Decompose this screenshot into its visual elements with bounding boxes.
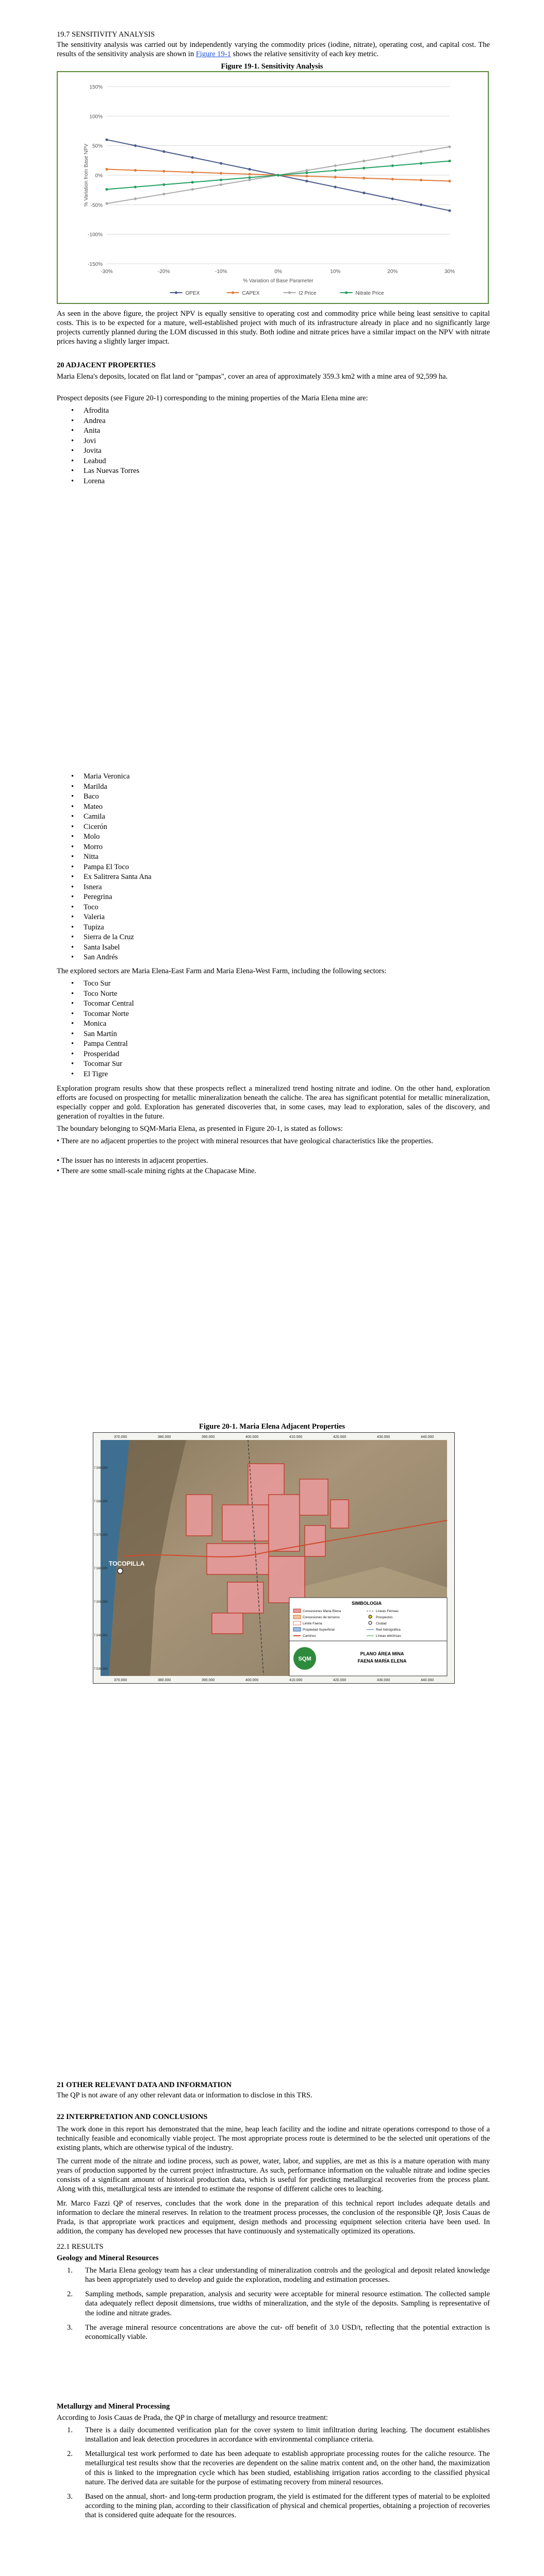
svg-text:7.590.000: 7.590.000	[94, 1467, 108, 1470]
list-item: • Santa Isabel	[67, 943, 152, 953]
svg-text:7.540.000: 7.540.000	[94, 1634, 108, 1637]
data-point	[448, 160, 451, 162]
legend-label: CAPEX	[242, 291, 260, 296]
data-point	[162, 170, 165, 173]
data-point	[248, 179, 251, 181]
data-point	[420, 179, 422, 181]
data-point	[305, 175, 308, 177]
exploration-results-paragraph: Exploration program results show that these prospects reflect a mineralized trend hosting nitrate and iodine. On the other hand, exploration efforts are focused on prospecting for metallic mineralization beneath the caliche. The area has significant potential for metallic mineralization, especially copper and gold. Exploration has generated discoveries that, in some cases, may lead to exploration, sales of the discovery, and generation of royalties in the future.	[57, 1084, 490, 1121]
metallurgy-intro: According to Josis Cauas de Prada, the QP in charge of metallurgy and resource treatment:	[57, 2414, 328, 2422]
prospect-list-2	[67, 772, 152, 963]
x-tick-label: 10%	[330, 269, 341, 275]
boundary-bullet-1: • There are no adjacent properties to the project with mineral resources that have geological characteristics like the properties.	[57, 1137, 433, 1145]
data-point	[191, 181, 194, 183]
boundary-paragraph: The boundary belonging to SQM-Maria Elena, as presented in Figure 20-1, is stated as follows:	[57, 1125, 343, 1133]
list-item: • Lorena	[67, 477, 139, 487]
svg-text:Ciudad: Ciudad	[376, 1622, 387, 1625]
data-point	[362, 177, 365, 179]
svg-text:SIMBOLOGIA: SIMBOLOGIA	[352, 1601, 382, 1606]
interpretation-paragraph-2: The current mode of the nitrate and iodine process, such as power, water, labor, and supplies, are met as this is a mature operation with many years of production supported by the current project infrastructure. As such, performance information on the valuable nitrate and iodine species consists of a significant amount of historical production data, which is useful for predicting metallurgical recoveries from the process plant. Along with this, metallurgical tests are intended to estimate the response of different caliche ores to leaching.	[57, 2157, 490, 2194]
list-item: • Pampa Central	[67, 1039, 134, 1049]
data-point	[220, 172, 222, 175]
data-point	[220, 183, 222, 186]
data-point	[420, 162, 422, 164]
svg-text:Caminos: Caminos	[303, 1634, 316, 1638]
list-item: • Ex Salitrera Santa Ana	[67, 872, 152, 883]
list-item: 1. There is a daily documented verification plan for the cover system to limit infiltration during leaching. The document establishes installation and leak detection procedures in accordance with environmental compliance criteria.	[67, 2426, 490, 2444]
y-axis-label: % Variation from Base NPV	[84, 143, 89, 207]
list-item: • Baco	[67, 792, 152, 802]
list-item: • Morro	[67, 842, 152, 853]
sensitivity-chart	[58, 72, 488, 303]
data-point	[334, 176, 337, 178]
data-point	[134, 185, 137, 188]
list-item: • Sierra de la Cruz	[67, 933, 152, 943]
data-point	[305, 172, 308, 174]
legend-marker	[345, 291, 348, 294]
data-point	[448, 209, 451, 212]
adjacent-paragraph-2: Prospect deposits (see Figure 20-1) corresponding to the mining properties of the Maria Elena mine are:	[57, 394, 368, 402]
data-point	[191, 171, 194, 174]
list-item: • Tocomar Norte	[67, 1009, 134, 1020]
adjacent-properties-map	[93, 1432, 455, 1684]
data-point	[134, 144, 137, 147]
svg-text:PLANO ÁREA MINA: PLANO ÁREA MINA	[360, 1651, 404, 1656]
interpretation-paragraph-1: The work done in this report has demonstrated that the mine, heap leach facility and the iodine and nitrate operations correspond to those of a technically feasible and economically viable project. The most appropriate process route is determined to be the selected unit operations of the existing plants, which are otherwise typical of the industry.	[57, 2125, 490, 2153]
y-tick-label: 50%	[92, 143, 103, 149]
metallurgy-list	[67, 2426, 490, 2520]
legend-marker	[288, 291, 291, 294]
svg-text:7.580.000: 7.580.000	[94, 1500, 108, 1503]
svg-text:430.000: 430.000	[377, 1435, 390, 1439]
svg-text:Concesiones Maria Elena: Concesiones Maria Elena	[303, 1609, 341, 1613]
data-point	[248, 168, 251, 171]
data-point	[391, 197, 394, 200]
svg-text:7.560.000: 7.560.000	[94, 1567, 108, 1570]
list-item: • Isnera	[67, 883, 152, 893]
list-item: 2. Sampling methods, sample preparation, analysis and security were acceptable for mineral resource estimation. The collected sample data adequately reflect deposit dimensions, true widths of mineralization, and the style of the deposits. Sampling is representative of the iodine and nitrate grades.	[67, 2290, 490, 2317]
list-item: • Mateo	[67, 802, 152, 812]
list-item: • Toco Norte	[67, 989, 134, 999]
prospect-list-1	[67, 406, 139, 486]
x-tick-label: 30%	[444, 269, 455, 275]
list-item: • Molo	[67, 832, 152, 842]
data-point	[248, 176, 251, 179]
figure-20-1-caption: Figure 20-1. Maria Elena Adjacent Properties	[199, 1422, 345, 1431]
x-tick-label: -30%	[101, 269, 113, 275]
data-point	[277, 174, 279, 176]
svg-text:Limite Faena: Limite Faena	[303, 1622, 322, 1625]
data-point	[334, 185, 337, 188]
data-point	[420, 150, 422, 153]
section-heading-22: 22 INTERPRETATION AND CONCLUSIONS	[57, 2113, 208, 2121]
list-item: 1. The Maria Elena geology team has a clear understanding of mineralization controls and the geological and deposit related knowledge has been appropriately used to develop and guide the exploration, modeling and estimation processes.	[67, 2266, 490, 2284]
list-item: • Tocomar Central	[67, 999, 134, 1009]
data-point	[162, 193, 165, 195]
svg-text:370.000: 370.000	[114, 1679, 127, 1682]
data-point	[105, 168, 108, 171]
list-item: • Monica	[67, 1019, 134, 1029]
list-item: • Jovi	[67, 436, 139, 447]
section-heading-20: 20 ADJACENT PROPERTIES	[57, 361, 156, 369]
svg-text:390.000: 390.000	[202, 1435, 215, 1439]
list-item: • Peregrina	[67, 892, 152, 903]
svg-text:440.000: 440.000	[421, 1679, 434, 1682]
data-point	[105, 188, 108, 191]
svg-text:Líneas eléctricas: Líneas eléctricas	[376, 1634, 401, 1638]
svg-text:410.000: 410.000	[289, 1679, 303, 1682]
svg-text:410.000: 410.000	[289, 1435, 303, 1439]
y-tick-label: -150%	[88, 262, 103, 267]
data-point	[134, 169, 137, 172]
interpretation-paragraph-3: Mr. Marco Fazzi QP of reserves, concludes that the work done in the preparation of this technical report includes adequate details and information to declare the mineral reserves. In relation to the treatment process processes, the conclusion of the responsible QP, Josis Cauas de Prada, is that appropriate work practices and equipment, design methods and processing equipment selection criteria have been used. In addition, the company has developed new processes that have continuously and systematically optimized its operations.	[57, 2199, 490, 2236]
svg-text:400.000: 400.000	[245, 1435, 259, 1439]
svg-text:7.570.000: 7.570.000	[94, 1534, 108, 1537]
data-point	[334, 169, 337, 172]
svg-text:Concesiones de terceros: Concesiones de terceros	[303, 1616, 340, 1619]
data-point	[191, 188, 194, 191]
x-tick-label: -10%	[215, 269, 227, 275]
list-item: 2. Metallurgical test work performed to date has been adequate to establish appropriate processing routes for the caliche resource. The metallurgical test results show that the recoveries are dependent on the saline matrix content and, on the other hand, the maximization of this is linked to the impregnation cycle which has been studied, establishing irrigation ratios according to the classified physical nature. The derived data are suitable for the purpose of estimating recovery from mineral resources.	[67, 2450, 490, 2486]
other-data-paragraph: The QP is not aware of any other relevant data or information to disclose in this TRS.	[57, 2091, 312, 2099]
svg-text:Propiedad Superficial: Propiedad Superficial	[303, 1628, 335, 1632]
data-point	[391, 164, 394, 167]
list-item: • Anita	[67, 426, 139, 436]
adjacent-paragraph-1: Maria Elena's deposits, located on flat land or "pampas", cover an area of approximately 359.3 km2 with a mine area of 92,599 ha.	[57, 372, 448, 381]
list-item: • Tupiza	[67, 923, 152, 933]
data-point	[334, 164, 337, 167]
list-item: • Valeria	[67, 912, 152, 923]
list-item: • Prosperidad	[67, 1049, 134, 1060]
svg-text:SQM: SQM	[298, 1656, 311, 1662]
svg-text:Red hidrográfica: Red hidrográfica	[376, 1628, 401, 1632]
section-heading-21: 21 OTHER RELEVANT DATA AND INFORMATION	[57, 2081, 232, 2089]
list-item: • San Martín	[67, 1029, 134, 1040]
data-point	[305, 180, 308, 182]
data-point	[134, 197, 137, 200]
legend-label: I2 Price	[299, 291, 317, 296]
list-item: • Marilda	[67, 782, 152, 792]
data-point	[448, 180, 451, 182]
data-point	[305, 169, 308, 172]
svg-text:FAENA MARÍA ELENA: FAENA MARÍA ELENA	[357, 1658, 407, 1664]
data-point	[105, 202, 108, 205]
legend-label: OPEX	[185, 291, 200, 296]
data-point	[391, 155, 394, 158]
svg-text:430.000: 430.000	[377, 1679, 390, 1682]
data-point	[248, 173, 251, 175]
boundary-bullet-2: • The issuer has no interests in adjacent properties.	[57, 1157, 208, 1165]
data-point	[362, 167, 365, 170]
data-point	[362, 160, 365, 162]
x-tick-label: -20%	[158, 269, 170, 275]
list-item: • Nitta	[67, 852, 152, 862]
list-item: • Camila	[67, 812, 152, 822]
svg-text:370.000: 370.000	[114, 1435, 127, 1439]
town-label: TOCOPILLA	[109, 1560, 145, 1567]
geology-heading: Geology and Mineral Resources	[57, 2254, 159, 2262]
data-point	[448, 145, 451, 148]
y-tick-label: 150%	[89, 84, 103, 90]
list-item: • Afrodita	[67, 406, 139, 416]
y-tick-label: -100%	[88, 232, 103, 238]
data-point	[162, 183, 165, 186]
list-item: • Jovita	[67, 446, 139, 456]
list-item: • Cicerón	[67, 822, 152, 833]
map-graphic	[93, 1433, 454, 1683]
data-point	[420, 204, 422, 206]
metallurgy-heading: Metallurgy and Mineral Processing	[57, 2402, 170, 2411]
boundary-bullet-3: • There are some small-scale mining rights at the Chapacase Mine.	[57, 1167, 256, 1175]
explored-sectors-paragraph: The explored sectors are Maria Elena-East Farm and Maria Elena-West Farm, including the following sectors:	[57, 967, 387, 975]
para-text-b: shows the relative sensitivity of each key metric.	[230, 50, 379, 59]
svg-text:7.530.000: 7.530.000	[94, 1668, 108, 1671]
figure-19-1-link[interactable]: Figure 19-1	[195, 50, 231, 59]
geology-list	[67, 2266, 490, 2342]
para-text-a: The sensitivity analysis was carried out by independently varying the commodity prices (iodine, nitrate), operating cost, and capital cost. The results of the sensitivity analysis are shown in	[57, 41, 490, 59]
data-point	[105, 139, 108, 141]
svg-text:420.000: 420.000	[333, 1679, 347, 1682]
svg-text:Prospectos: Prospectos	[376, 1616, 393, 1619]
list-item: • Leabud	[67, 456, 139, 467]
map-legend	[289, 1598, 447, 1676]
data-point	[220, 179, 222, 181]
list-item: • El Tigre	[67, 1070, 134, 1080]
list-item: • San Andrés	[67, 953, 152, 963]
sensitivity-conclusion-paragraph: As seen in the above figure, the project NPV is equally sensitive to operating cost and commodity price while being least sensitive to capital costs. This is to be expected for a mature, well-established project with much of its infrastructure already in place and no significantly large projects currently planned during the LOM discussed in this study. Both iodine and nitrate prices have a similar impact on the NPV with nitrate prices having a slightly larger impact.	[57, 310, 490, 346]
legend-marker	[232, 291, 234, 294]
legend-label: Nitrate Price	[355, 291, 384, 296]
list-item: • Toco Sur	[67, 979, 134, 989]
svg-text:420.000: 420.000	[333, 1435, 347, 1439]
svg-text:380.000: 380.000	[158, 1679, 171, 1682]
list-item: 3. Based on the annual, short- and long-term production program, the yield is estimated for the different types of material to be exploited according to the mining plan, according to their classification of physical and chemical properties, obtaining a projection of recoveries that is considered quite adequate for the resources.	[67, 2492, 490, 2519]
list-item: • Andrea	[67, 416, 139, 427]
x-tick-label: 0%	[274, 269, 282, 275]
data-point	[391, 178, 394, 180]
list-item: • Tocomar Sur	[67, 1059, 134, 1070]
data-point	[162, 150, 165, 153]
results-heading: 22.1 RESULTS	[57, 2243, 104, 2251]
x-tick-label: 20%	[387, 269, 398, 275]
y-tick-label: 100%	[89, 114, 103, 120]
list-item: • Maria Veronica	[67, 772, 152, 782]
list-item: • Las Nuevas Torres	[67, 466, 139, 477]
sensitivity-chart-frame	[57, 71, 489, 304]
y-tick-label: 0%	[95, 173, 103, 179]
svg-text:Líneas Férreas: Líneas Férreas	[376, 1609, 399, 1613]
svg-text:380.000: 380.000	[158, 1435, 171, 1439]
x-axis-label: % Variation of Base Parameter	[243, 278, 314, 284]
data-point	[191, 156, 194, 159]
svg-text:7.550.000: 7.550.000	[94, 1601, 108, 1604]
legend-marker	[175, 291, 177, 294]
list-item: • Toco	[67, 903, 152, 913]
svg-text:390.000: 390.000	[202, 1679, 215, 1682]
figure-19-1-caption: Figure 19-1. Sensitivity Analysis	[221, 62, 323, 71]
data-point	[362, 192, 365, 194]
sensitivity-paragraph	[57, 40, 490, 59]
section-heading-19-7: 19.7 SENSITIVITY ANALYSIS	[57, 30, 155, 39]
list-item: • Pampa El Toco	[67, 862, 152, 873]
y-tick-label: -50%	[90, 202, 103, 209]
list-item: 3. The average mineral resource concentrations are above the cut- off benefit of 3.0 USD/t, reflecting that the potential extraction is economically viable.	[67, 2323, 490, 2341]
svg-text:440.000: 440.000	[421, 1435, 434, 1439]
svg-text:400.000: 400.000	[245, 1679, 259, 1682]
data-point	[220, 162, 222, 164]
sector-list	[67, 979, 134, 1079]
